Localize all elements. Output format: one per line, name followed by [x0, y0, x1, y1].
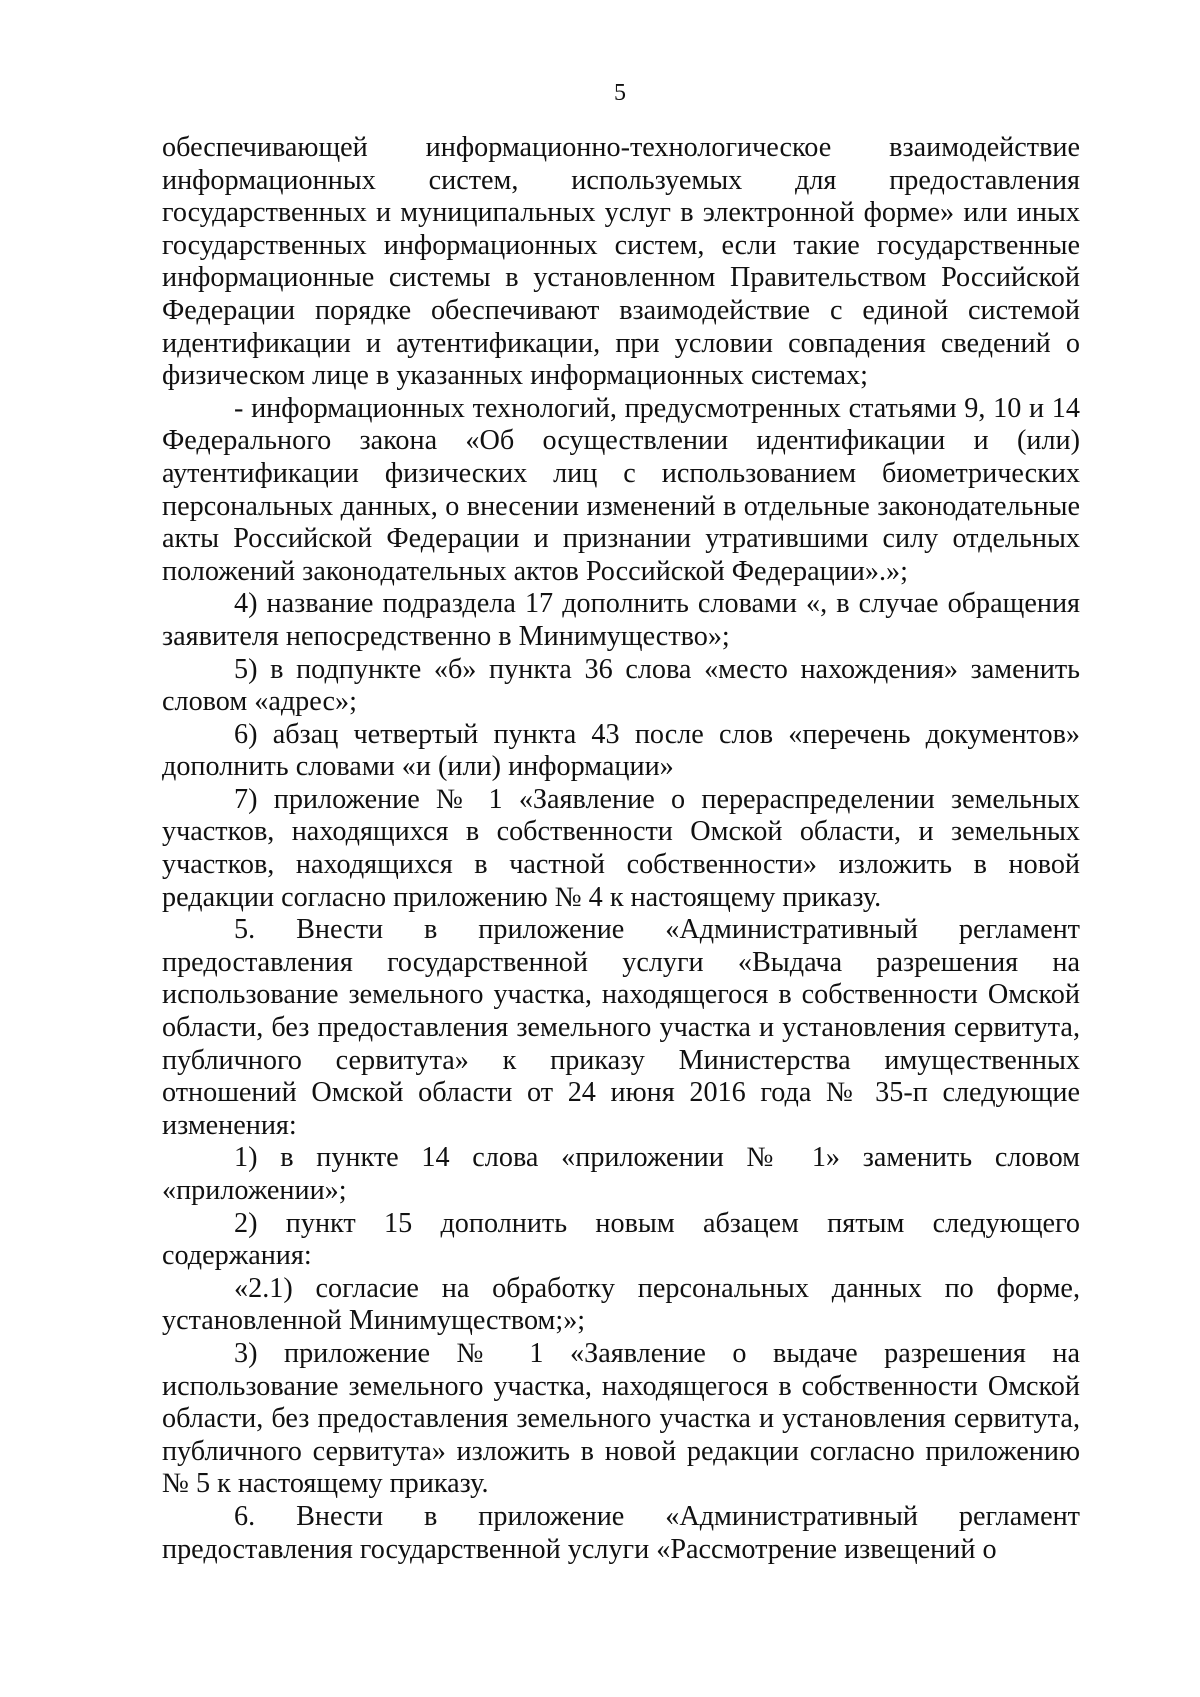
- paragraph-section-5-item-1: 1) в пункте 14 слова «приложении № 1» заменить словом «приложении»;: [162, 1142, 1080, 1206]
- page-number: 5: [614, 80, 626, 106]
- paragraph-item-4: 4) название подраздела 17 дополнить словами «, в случае обращения заявителя непосредственно в Минимущество»;: [162, 588, 1080, 652]
- paragraph-item-7: 7) приложение № 1 «Заявление о перераспределении земельных участков, находящихся в собственности Омской области, и земельных участков, находящихся в частной собственности» изложить в новой редакции согласно приложению № 4 к настоящему приказу.: [162, 783, 1080, 913]
- document-body: [162, 132, 1080, 1566]
- paragraph-quoted-item-2-1: «2.1) согласие на обработку персональных данных по форме, установленной Минимуществом;»;: [162, 1272, 1080, 1337]
- paragraph-item-6: 6) абзац четвертый пункта 43 после слов «перечень документов» дополнить словами «и (или) информации»: [162, 718, 1080, 783]
- paragraph-section-5: 5. Внести в приложение «Административный регламент предоставления государственной услуги «Выдача разрешения на использование земельного участка, находящегося в собственности Омской области, без предоставления земельного участка и установления сервитута, публичного сервитута» к приказу Министерства имущественных отношений Омской области от 24 июня 2016 года № 35-п следующие изменения:: [162, 914, 1080, 1141]
- paragraph-item-5: 5) в подпункте «б» пункта 36 слова «место нахождения» заменить словом «адрес»;: [162, 653, 1080, 718]
- paragraph-section-6: 6. Внести в приложение «Административный регламент предоставления государственной услуги «Рассмотрение извещений о: [162, 1500, 1080, 1565]
- paragraph-section-5-item-3: 3) приложение № 1 «Заявление о выдаче разрешения на использование земельного участка, находящегося в собственности Омской области, без предоставления земельного участка и установления сервитута, публичного сервитута» изложить в новой редакции согласно приложению № 5 к настоящему приказу.: [162, 1337, 1080, 1500]
- paragraph-biometric-technologies: - информационных технологий, предусмотренных статьями 9, 10 и 14 Федерального закона «Об осуществлении идентификации и (или) аутентификации физических лиц с использованием биометрических персональных данных, о внесении изменений в отдельные законодательные акты Российской Федерации и признании утратившими силу отдельных положений законодательных актов Российской Федерации».»;: [162, 392, 1080, 587]
- paragraph-continuation: обеспечивающей информационно-технологическое взаимодействие информационных систем, используемых для предоставления государственных и муниципальных услуг в электронной форме» или иных государственных информационных систем, если такие государственные информационные системы в установленном Правительством Российской Федерации порядке обеспечивают взаимодействие с единой системой идентификации и аутентификации, при условии совпадения сведений о физическом лице в указанных информационных системах;: [162, 132, 1080, 392]
- paragraph-section-5-item-2: 2) пункт 15 дополнить новым абзацем пятым следующего содержания:: [162, 1207, 1080, 1272]
